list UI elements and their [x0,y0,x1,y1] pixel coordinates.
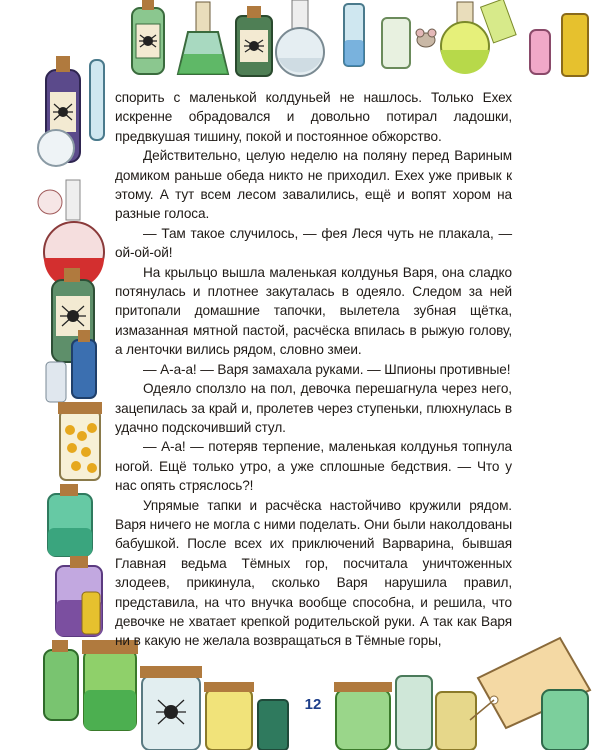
green-bottle-icon [542,690,588,750]
green-jar-icon [334,676,476,750]
yellow-jar-icon [204,682,288,750]
paragraph: — Там такое случилось, — фея Леся чуть не плакала, — ой-ой-ой! [115,225,512,261]
green-jar-icon [82,640,138,730]
mouse-icon [416,29,436,47]
paragraph: Упрямые тапки и расчёска настойчиво кружили рядом. Варя ничего не могла с ними поделать. Они были наколдованы бабушкой. После всех их приключений Варварина, бывшая Главная ведьма Тёмных гор, посчитала уничтоженных злодеев, прикинула, сколько Варя нарушила правил, представила, на что внучка вообще способна, и решила, что девочке не хватает крепкой родительской руки. А так как Варя ни в какую не желала возвращаться в Тёмные горы, [115,497,512,649]
spider-bottle-icon [236,6,272,76]
paragraph: — А-а! — потеряв терпение, маленькая колдунья топнула ногой. Ещё только утро, а уже сплошные бедствия. — Что у нас опять стряслось?! [115,439,512,494]
spider-bottle-icon [132,0,164,74]
green-bottle-icon [48,484,92,556]
paragraph: спорить с маленькой колдуньей не нашлось. Только Ехех искренне обрадовался и довольно потирал ладошки, предвкушая тишину, покой и постоянное обжорство. [115,90,512,144]
pills-jar-icon [58,402,102,480]
round-flask-icon [276,0,324,76]
red-flask-icon [38,130,104,288]
story-text [115,88,512,651]
paragraph: Одеяло сползло на пол, девочка перешагнула через него, зацепилась за край и, пролетев через ступеньки, плюхнулась в удачно подскочивший стул. [115,381,512,435]
spider-jar-icon [140,666,202,750]
paragraph: — А-а-а! — Варя замахала руками. — Шпионы противные! [143,361,511,377]
green-bottle-icon [44,640,78,720]
test-tube-icon [344,4,410,68]
page-number: 12 [304,696,322,713]
paragraph: На крыльцо вышла маленькая колдунья Варя, она сладко потянулась и плотнее закуталась в одеяло. Следом за ней притопали домашние тапочки, вылетела зубная щётка, измазанная мятной пастой, расчёска впилась в рыжую голову, а ленточки вились рядом, словно змеи. [115,264,512,358]
paragraph: Действительно, целую неделю на поляну перед Вариным домиком раньше обеда никто не приходил. Ехех уже привык к этому. А тут всем лесом завалились, ещё и вопят хором на разные голоса. [115,148,512,222]
yellow-flask-icon [441,0,588,76]
flask-icon [178,2,228,74]
test-tube-icon [90,60,104,140]
purple-bottle-icon [56,556,102,636]
